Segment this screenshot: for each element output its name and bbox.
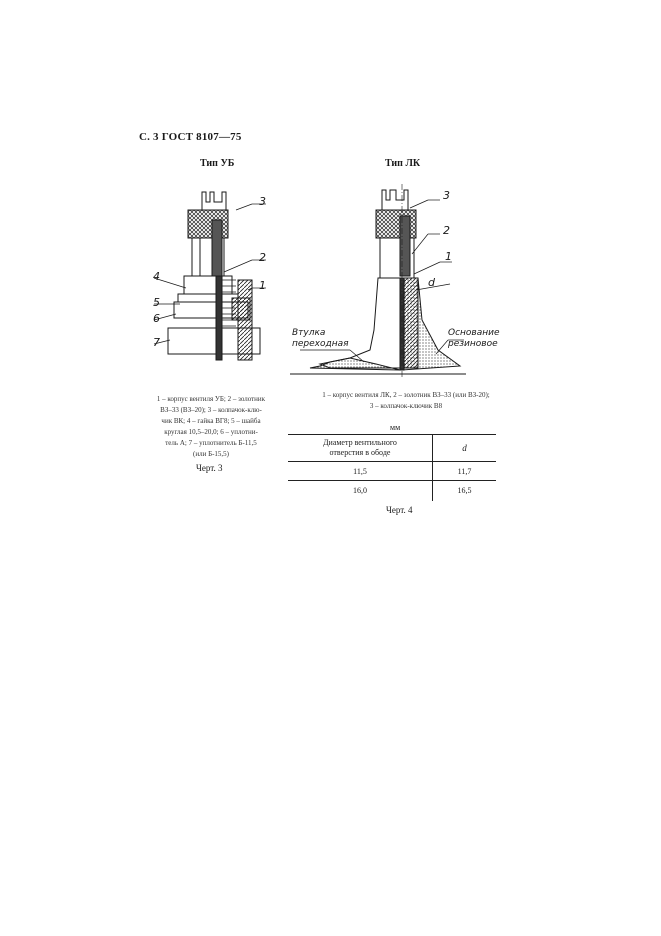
page-header: С. 3 ГОСТ 8107—75 [139, 131, 242, 143]
caption-line: ВЗ–33 (ВЗ–20); 3 – колпачок-клю- [160, 406, 262, 414]
caption-line: 3 – колпачок-ключик В8 [369, 402, 443, 410]
callout-lk-d: d [428, 276, 435, 289]
callout-ub-6: 6 [153, 312, 160, 325]
label-line: переходная [292, 339, 349, 349]
valve-lk-drawing [290, 180, 466, 380]
caption-line: чик ВК; 4 – гайка ВГ8; 5 – шайба [161, 417, 261, 425]
table-cell: 11,5 [288, 462, 433, 481]
callout-ub-1: 1 [259, 279, 266, 292]
callout-ub-5: 5 [153, 296, 160, 309]
caption-line: тель А; 7 – уплотнитель Б-11,5 [165, 439, 257, 447]
label-adapter-bushing [292, 328, 349, 350]
table-cell: 16,0 [288, 481, 433, 502]
table-header-cell [288, 435, 433, 462]
header-line: Диаметр вентильного [323, 438, 397, 447]
callout-ub-2: 2 [259, 251, 266, 264]
figure-left-label: Черт. 3 [196, 463, 223, 473]
figure-left-caption [146, 394, 276, 460]
figure-right-title: Тип ЛК [385, 158, 421, 169]
table-cell: 16,5 [457, 486, 472, 495]
caption-line: (или Б-15,5) [193, 450, 229, 458]
header-line: отверстия в ободе [329, 448, 391, 457]
caption-line: 1 – корпус вентиля УБ; 2 – золотник [156, 395, 266, 403]
label-rubber-base [448, 328, 500, 350]
callout-ub-3: 3 [259, 195, 266, 208]
callout-ub-4: 4 [153, 270, 160, 283]
table-row [288, 481, 496, 502]
table-header-cell: d [433, 435, 497, 462]
caption-line: круглая 10,5–20,0; 6 – уплотни- [164, 428, 258, 436]
table-header-row [288, 435, 496, 462]
table-cell: 11,7 [433, 462, 497, 481]
table-row [288, 462, 496, 481]
figure-right-caption [306, 390, 506, 412]
callout-lk-2: 2 [443, 224, 450, 237]
caption-line: 1 – корпус вентиля ЛК, 2 – золотник ВЗ–33 (или ВЗ-20); [322, 391, 490, 399]
label-line: Втулка [292, 328, 326, 338]
label-line: резиновое [448, 339, 498, 349]
figure-left-title: Тип УБ [200, 158, 235, 169]
diameter-table [288, 434, 496, 501]
valve-ub-drawing [140, 180, 280, 370]
units-label: мм [390, 423, 401, 432]
callout-ub-7: 7 [153, 336, 160, 349]
callout-lk-3: 3 [443, 189, 450, 202]
label-line: Основание [448, 328, 500, 338]
callout-lk-1: 1 [445, 250, 452, 263]
figure-right-label: Черт. 4 [386, 505, 413, 515]
